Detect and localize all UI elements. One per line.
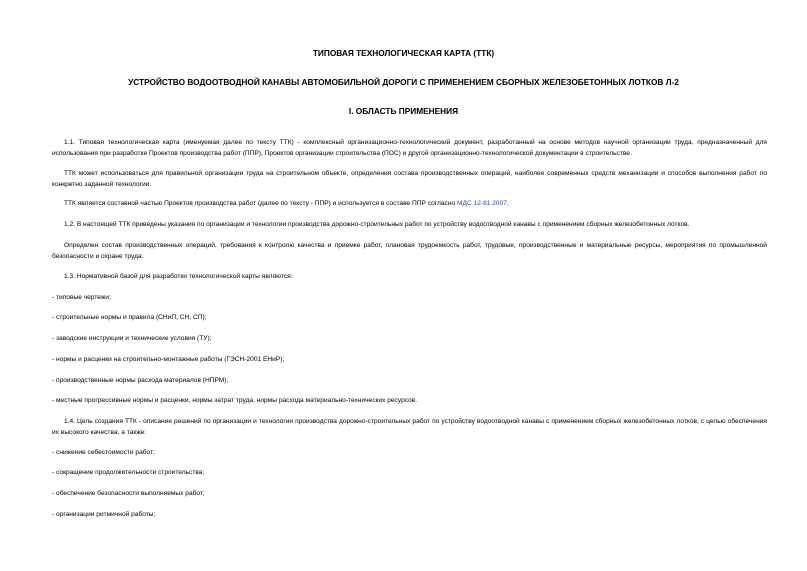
- goals-list-item: - обеспечение безопасности выполняемых работ;: [52, 490, 205, 497]
- paragraph-1-1: 1.1. Типовая технологическая карта (именуемая далее по тексту ТТК) - комплексный организационно-технологический документ, разработанный на основе методов научной организации труда, предназначенный для использования при разработке Проектов производства работ (ППР), Проектов организации строительства (ПОС) и другой организационно-технологической документации в строительстве.: [52, 139, 767, 157]
- paragraph-1-3: 1.3. Нормативной базой для разработки технологической карты являются:: [64, 273, 293, 280]
- document-header-title: ТИПОВАЯ ТЕХНОЛОГИЧЕСКАЯ КАРТА (ТТК): [312, 48, 495, 58]
- normative-list-item: - строительные нормы и правила (СНиП, СН, СП);: [52, 314, 207, 321]
- paragraph-1-4: 1.4. Цель создания ТТК - описание решений по организации и технологии производства дорожно-строительных работ по устройству водоотводной канавы с применением сборных железобетонных лотков, с целью обеспечения их высокого качества, а также:: [52, 418, 767, 436]
- goals-list-item: - организации ритмичной работы;: [52, 511, 156, 518]
- mds-12-81-2007-link[interactable]: МДС 12-81.2007: [456, 200, 507, 207]
- paragraph-1-2: 1.2. В настоящей ТТК приведены указания по организации и технологии производства дорожно-строительных работ по устройству водоотводной канавы с применением сборных железобетонных лотков.: [64, 221, 690, 228]
- normative-list-item: - нормы и расценки на строительно-монтажные работы (ГЭСН-2001 ЕНиР);: [52, 356, 285, 363]
- paragraph-1-1c-end: .: [506, 200, 509, 207]
- paragraph-1-1b: ТТК может использоваться для правильной организации труда на строительном объекте, определения состава производственных операций, наиболее современных средств механизации и способов выполнения работ по конкретно заданной технологии.: [52, 170, 767, 188]
- paragraph-1-1c-text: ТТК является составной частью Проектов производства работ (далее по тексту - ППР) и используется в составе ППР согласно: [64, 200, 457, 207]
- normative-list-item: - типовые чертежи;: [52, 294, 111, 301]
- goals-list-item: - снижение себестоимости работ;: [52, 449, 155, 456]
- normative-list-item: - производственные нормы расхода материалов (НПРМ);: [52, 377, 229, 384]
- section-title: I. ОБЛАСТЬ ПРИМЕНЕНИЯ: [348, 106, 459, 116]
- normative-list-item: - заводские инструкции и технические условия (ТУ);: [52, 335, 212, 342]
- paragraph-1-1c: [52, 198, 767, 209]
- goals-list-item: - сокращение продолжительности строительства;: [52, 469, 205, 476]
- document-subject-title: УСТРОЙСТВО ВОДООТВОДНОЙ КАНАВЫ АВТОМОБИЛЬНОЙ ДОРОГИ С ПРИМЕНЕНИЕМ СБОРНЫХ ЖЕЛЕЗОБЕТОННЫХ ЛОТКОВ Л-2: [128, 77, 679, 87]
- normative-list-item: - местные прогрессивные нормы и расценки, нормы затрат труда, нормы расхода материально-технических ресурсов.: [52, 397, 418, 404]
- paragraph-1-2b: Определен состав производственных операций, требования к контролю качества и приемке работ, плановая трудоемкость работ, трудовые, производственные и материальные ресурсы, мероприятия по промышленной безопасности и охране труда.: [52, 242, 767, 260]
